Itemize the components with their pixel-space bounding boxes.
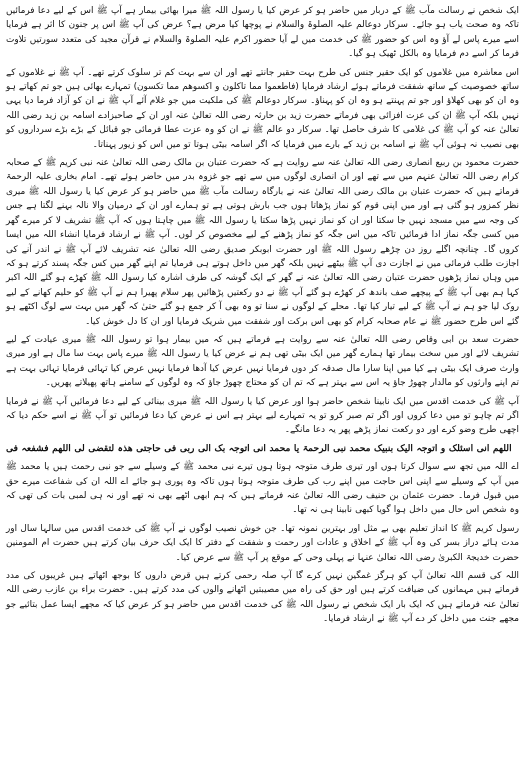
- arabic-prayer: اللھم انی اسئلک و اتوجہ الیک بنبیک محمد نبی الرحمۃ یا محمد انی اتوجہ بک الی ربی فی حاجتی ھذہ لتقضی لی اللھم فشفعہ فی: [6, 442, 512, 454]
- paragraph-2: اس معاشرہ میں غلاموں کو ایک حقیر جنس کی طرح بہت حقیر جانتے تھے اور ان سے بہت کم تر سلوک کرتے تھے۔ آپ ﷺ نے غلاموں کے ساتھ خصوصیت کے ساتھ شفقت فرماتے ہوئے ارشاد فرمایا (فاطعموا مما تاکلون و اکسوھم مما تکسون) تمہارے بھائی ہیں جو تم کھاتے ہو وہ ان کو بھی کھلاؤ اور جو تم پہنتے ہو وہ ان کو پہناؤ۔ سرکار دوعالم ﷺ کی ملکیت میں جو غلام آئے آپ ﷺ نے ان کو آزاد فرما دیا یہی نہیں بلکہ آپ ﷺ ان کی عزت افزائی بھی فرماتے حضرت زید بن حارثہ رضی اللہ تعالیٰ عنہ اور ان کے صاحبزادے اسامہ بن زید رضی اللہ تعالیٰ عنہ کو آپ ﷺ کی غلامی کا شرف حاصل تھا۔ سرکار دو عالم ﷺ نے ان کو وہ عزت عطا فرمائی جو قبائل کے بڑے بڑے سرداروں کو بھی نصیب نہ ہوئی آپ ﷺ نے اسامہ بن زید کے بارے میں فرمایا کہ اگر اسامہ بیٹی ہوتا تو میں اس کو زیور پہناتا۔: [6, 67, 519, 150]
- paragraph-8: اللہ کی قسم اللہ تعالیٰ آپ کو ہرگز غمگین نہیں کرے گا آپ صلہ رحمی کرتے ہیں قرض داروں کا بوجھ اٹھاتے ہیں غریبوں کی مدد فرماتے ہیں مہمانوں کی ضیافت کرتے ہیں اور حق کی راہ میں مصیبتیں اٹھانے والوں کی مدد کرتے ہیں۔ حضرت براء بن عازب رضی اللہ تعالیٰ عنہ فرماتے ہیں کہ ایک بار ایک شخص نے رسول اللہ ﷺ کی خدمت اقدس میں حاضر ہو کر عرض کیا کہ مجھے ایسا عمل بتائیے جو مجھے جنت میں داخل کر دے آپ ﷺ نے ارشاد فرمایا۔: [6, 571, 519, 625]
- paragraph-4: حضرت سعد بن ابی وقاص رضی اللہ تعالیٰ عنہ سے روایت ہے فرماتے ہیں کہ میں بیمار ہوا تو رسول اللہ ﷺ میری عیادت کے لیے تشریف لائے اور میں سخت بیمار تھا ہمارے گھر میں ایک بیٹی تھی ہم نے عرض کیا یا رسول اللہ ﷺ میرے پاس بہت سا مال ہے اور میری وارث صرف ایک بیٹی ہے کیا میں اپنا سارا مال صدقہ کر دوں فرمایا نہیں عرض کیا آدھا فرمایا نہیں عرض کیا تہائی فرمایا تہائی بہت ہے تم اپنے وارثوں کو مالدار چھوڑ جاؤ یہ اس سے بہتر ہے کہ تم ان کو محتاج چھوڑ جاؤ کہ وہ لوگوں کے سامنے ہاتھ پھیلاتے پھریں۔: [6, 334, 519, 389]
- paragraph-5: آپ ﷺ کی خدمت اقدس میں ایک نابینا شخص حاضر ہوا اور عرض کیا یا رسول اللہ ﷺ میری بینائی کے لیے دعا فرمائیں آپ ﷺ نے فرمایا اگر تم چاہو تو میں دعا کروں اور اگر تم صبر کرو تو یہ تمہارے لیے بہتر ہے اس نے عرض کیا دعا فرمائیں تو آپ ﷺ نے اسے حکم دیا کہ اچھی طرح وضو کرے اور دو رکعت نماز پڑھے پھر یہ دعا مانگے۔: [6, 396, 519, 436]
- paragraph-7: رسول کریم ﷺ کا انداز تعلیم بھی بے مثل اور بہترین نمونہ تھا۔ جن خوش نصیب لوگوں نے آپ ﷺ کی خدمت اقدس میں سالہا سال اور مدت ہائے دراز بسر کی وہ آپ ﷺ کے اخلاق و عادات اور رحمت و شفقت کے دفتر کا ایک ایک حرف بیان کرتے ہیں حضرت ام المومنین حضرت خدیجۃ الکبریٰ رضی اللہ تعالیٰ عنہا نے پہلی وحی کے موقع پر آپ ﷺ سے عرض کیا۔: [6, 523, 519, 563]
- paragraph-6: اے اللہ میں تجھ سے سوال کرتا ہوں اور تیری طرف متوجہ ہوتا ہوں تیرے نبی محمد ﷺ کے وسیلے سے جو نبی رحمت ہیں یا محمد ﷺ میں آپ کے وسیلے سے اپنی اس حاجت میں اپنے رب کی طرف متوجہ ہوتا ہوں تاکہ وہ پوری ہو جائے اے اللہ ان کی شفاعت میرے حق میں قبول فرما۔ حضرت عثمان بن حنیف رضی اللہ تعالیٰ عنہ فرماتے ہیں کہ ہم ابھی اٹھے بھی نہ تھے اور نہ ہی لمبی بات کی تھی کہ وہ شخص اس حال میں داخل ہوا گویا کبھی نابینا ہی نہ تھا۔: [6, 462, 519, 516]
- paragraph-1: ایک شخص نے رسالت مآب ﷺ کے دربار میں حاضر ہو کر عرض کیا یا رسول اللہ ﷺ میرا بھائی بیمار ہے آپ ﷺ اس کے لیے دعا فرمائیں تاکہ وہ صحت یاب ہو جائے۔ سرکار دوعالم علیہ الصلوۃ والسلام نے پوچھا کیا مرض ہے؟ عرض کی آپ ﷺ اس پر جنون کا اثر ہے فرمایا اسے میرے پاس لے آؤ وہ اس کو حضور ﷺ کی خدمت میں لے آیا حضور اکرم علیہ الصلوۃ والسلام نے قرآن مجید کی متعدد سورتیں تلاوت فرما کر اسے دم فرمایا وہ بالکل ٹھیک ہو گیا۔: [6, 6, 519, 60]
- paragraph-3: حضرت محمود بن ربیع انصاری رضی اللہ تعالیٰ عنہ سے روایت ہے کہ حضرت عتبان بن مالک رضی اللہ تعالیٰ عنہ نبی کریم ﷺ کے صحابہ کرام رضی اللہ تعالیٰ عنہم میں سے تھے اور ان انصاری لوگوں میں سے تھے جو غزوہ بدر میں حاضر ہوئے تھے۔ امام بخاری علیہ الرحمۃ فرماتے ہیں کہ حضرت عتبان بن مالک رضی اللہ تعالیٰ عنہ نے بارگاہ رسالت مآب ﷺ میں حاضر ہو کر عرض کیا یا رسول اللہ ﷺ میری نظر کمزور ہو گئی ہے اور میں اپنی قوم کو نماز پڑھاتا ہوں جب بارش ہوتی ہے تو ہمارے اور ان کے درمیان والا نالہ بہنے لگتا ہے جس کی وجہ سے میں مسجد نہیں جا سکتا اور ان کو نماز نہیں پڑھا سکتا یا رسول اللہ ﷺ میں چاہتا ہوں کہ آپ ﷺ تشریف لا کر میرے گھر میں کسی جگہ نماز ادا فرمائیں تاکہ میں اس جگہ کو نماز پڑھنے کے لیے مخصوص کر لوں۔ آپ ﷺ نے ارشاد فرمایا انشاء اللہ میں ایسا کروں گا۔ چنانچہ اگلے روز دن چڑھے رسول اللہ ﷺ اور حضرت ابوبکر صدیق رضی اللہ تعالیٰ عنہ تشریف لائے آپ ﷺ نے اندر آنے کی اجازت طلب فرمائی میں نے اجازت دی آپ ﷺ بیٹھے نہیں بلکہ گھر میں داخل ہوتے ہی فرمایا تم اپنے گھر میں کس جگہ پسند کرتے ہو کہ میں وہاں نماز پڑھوں حضرت عتبان رضی اللہ تعالیٰ عنہ نے گھر کے ایک گوشہ کی طرف اشارہ کیا رسول اللہ ﷺ کھڑے ہو گئے اللہ اکبر کہا ہم بھی آپ ﷺ کے پیچھے صف باندھ کر کھڑے ہو گئے آپ ﷺ نے دو رکعتیں پڑھائیں پھر سلام پھیرا ہم نے آپ ﷺ کو حلیم کھانے کے لیے روک لیا جو ہم نے آپ ﷺ کے لیے تیار کیا تھا۔ محلے کے لوگوں نے سنا تو وہ بھی آ کر جمع ہو گئے حتیٰ کہ گھر میں بہت سے لوگ اکٹھے ہو گئے اس طرح حضور ﷺ نے عام صحابہ کرام کو بھی اس برکت اور شفقت میں شریک فرمایا اور ان کا دل خوش کیا۔: [6, 158, 519, 327]
